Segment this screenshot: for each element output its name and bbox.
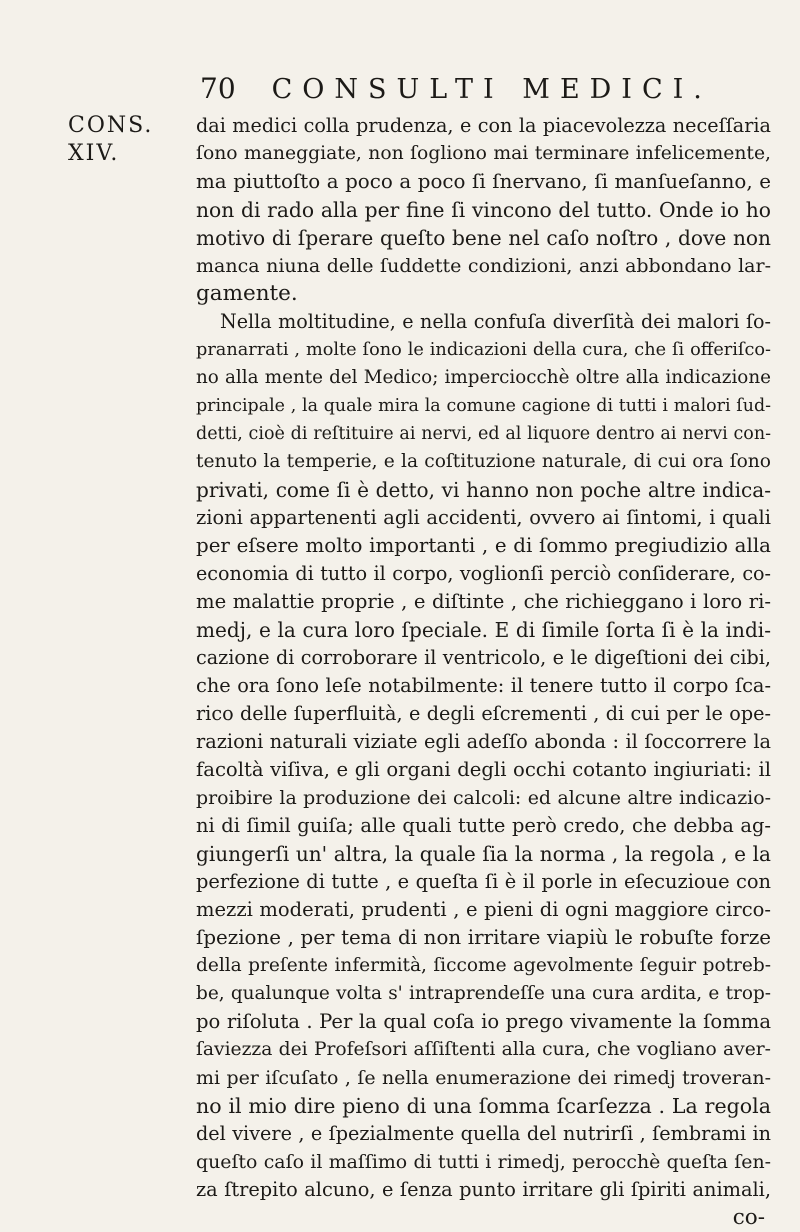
text-line: economia di tutto il corpo, voglionſi perciò conſiderare, co-	[196, 562, 771, 585]
text-line: motivo di ſperare queſto bene nel caſo noſtro , dove non	[196, 226, 771, 250]
text-line: pranarrati , molte ſono le indicazioni della cura, che ſi offeriſco-	[196, 340, 771, 360]
text-line: medj, e la cura loro ſpeciale. E di ſimile ſorta ſi è la indi-	[196, 618, 771, 642]
margin-note-line: XIV.	[68, 141, 120, 166]
text-line: be, qualunque volta s' intraprendeſſe una cura ardita, e trop-	[196, 983, 771, 1004]
text-line: detti, cioè di reſtituire ai nervi, ed al liquore dentro ai nervi con-	[196, 424, 771, 444]
text-line: facoltà viſiva, e gli organi degli occhi cotanto ingiuriati: il	[196, 758, 771, 781]
text-line: della preſente infermità, ſiccome agevolmente ſeguir potreb-	[196, 955, 771, 976]
catchword: co-	[732, 1205, 765, 1230]
text-line: non di rado alla per fine ſi vincono del tutto. Onde io ho	[196, 198, 771, 222]
text-line: queſto caſo il maſſimo di tutti i rimedj, perocchè queſta ſen-	[196, 1151, 771, 1173]
paragraph-start-line: Nella moltitudine, e nella confuſa diverſità dei malori ſo-	[220, 310, 771, 333]
margin-note-line: CONS.	[68, 113, 154, 138]
text-line: razioni naturali viziate egli adeſſo abonda : il ſoccorrere la	[196, 730, 771, 753]
text-line: ma piuttoſto a poco a poco ſi ſnervano, ſi manſueſanno, e	[196, 170, 771, 193]
text-line: me malattie proprie , e diſtinte , che richieggano i loro ri-	[196, 590, 771, 613]
text-line: rico delle ſuperfluità, e degli eſcrementi , di cui per le ope-	[196, 702, 771, 725]
text-line: principale , la quale mira la comune cagione di tutti i malori ſud-	[196, 396, 771, 416]
body-text	[196, 112, 771, 1232]
text-line: gamente.	[196, 281, 298, 306]
text-line: privati, come ſi è detto, vi hanno non poche altre indica-	[196, 478, 771, 502]
text-line: manca niuna delle ſuddette condizioni, anzi abbondano lar-	[196, 255, 771, 277]
text-line: ni di ſimil guiſa; alle quali tutte però credo, che debba ag-	[196, 814, 771, 837]
page-header	[200, 72, 760, 108]
text-line: tenuto la temperie, e la coſtituzione naturale, di cui ora ſono	[196, 451, 771, 472]
text-line: mezzi moderati, prudenti , e pieni di ogni maggiore circo-	[196, 898, 771, 921]
text-line: per eſsere molto importanti , e di ſommo pregiudizio alla	[196, 534, 771, 557]
text-line: dai medici colla prudenza, e con la piacevolezza neceſſaria	[196, 114, 771, 137]
text-line: po riſoluta . Per la qual coſa io prego vivamente la ſomma	[196, 1010, 771, 1033]
running-title: CONSULTI MEDICI.	[271, 74, 712, 105]
text-line: cazione di corroborare il ventricolo, e le digeſtioni dei cibi,	[196, 646, 771, 669]
margin-note	[68, 112, 188, 168]
text-line: ſpezione , per tema di non irritare viapiù le robuſte forze	[196, 926, 771, 949]
text-line: giungerſi un' altra, la quale ſia la norma , la regola , e la	[196, 842, 771, 866]
text-line: proibire la produzione dei calcoli: ed alcune altre indicazio-	[196, 787, 771, 809]
text-line: perfezione di tutte , e queſta ſi è il porle in eſecuzioue con	[196, 870, 771, 893]
page-number: 70	[200, 72, 236, 105]
text-line: che ora ſono leſe notabilmente: il tenere tutto il corpo ſca-	[196, 674, 771, 697]
text-line: ſaviezza dei Profeſsori aſſiſtenti alla cura, che vogliano aver-	[196, 1039, 771, 1060]
text-line: del vivere , e ſpezialmente quella del nutrirſi , ſembrami in	[196, 1122, 771, 1145]
text-line: no il mio dire pieno di una ſomma ſcarſezza . La regola	[196, 1094, 771, 1118]
text-line: za ſtrepito alcuno, e ſenza punto irritare gli ſpiriti animali,	[196, 1178, 771, 1201]
text-line: no alla mente del Medico; imperciocchè oltre alla indicazione	[196, 367, 771, 388]
text-line: mi per iſcuſato , ſe nella enumerazione dei rimedj troveran-	[196, 1067, 771, 1089]
text-line: ſono maneggiate, non ſogliono mai terminare infelicemente,	[196, 143, 771, 164]
text-line: zioni appartenenti agli accidenti, ovvero ai ſintomi, i quali	[196, 506, 771, 529]
